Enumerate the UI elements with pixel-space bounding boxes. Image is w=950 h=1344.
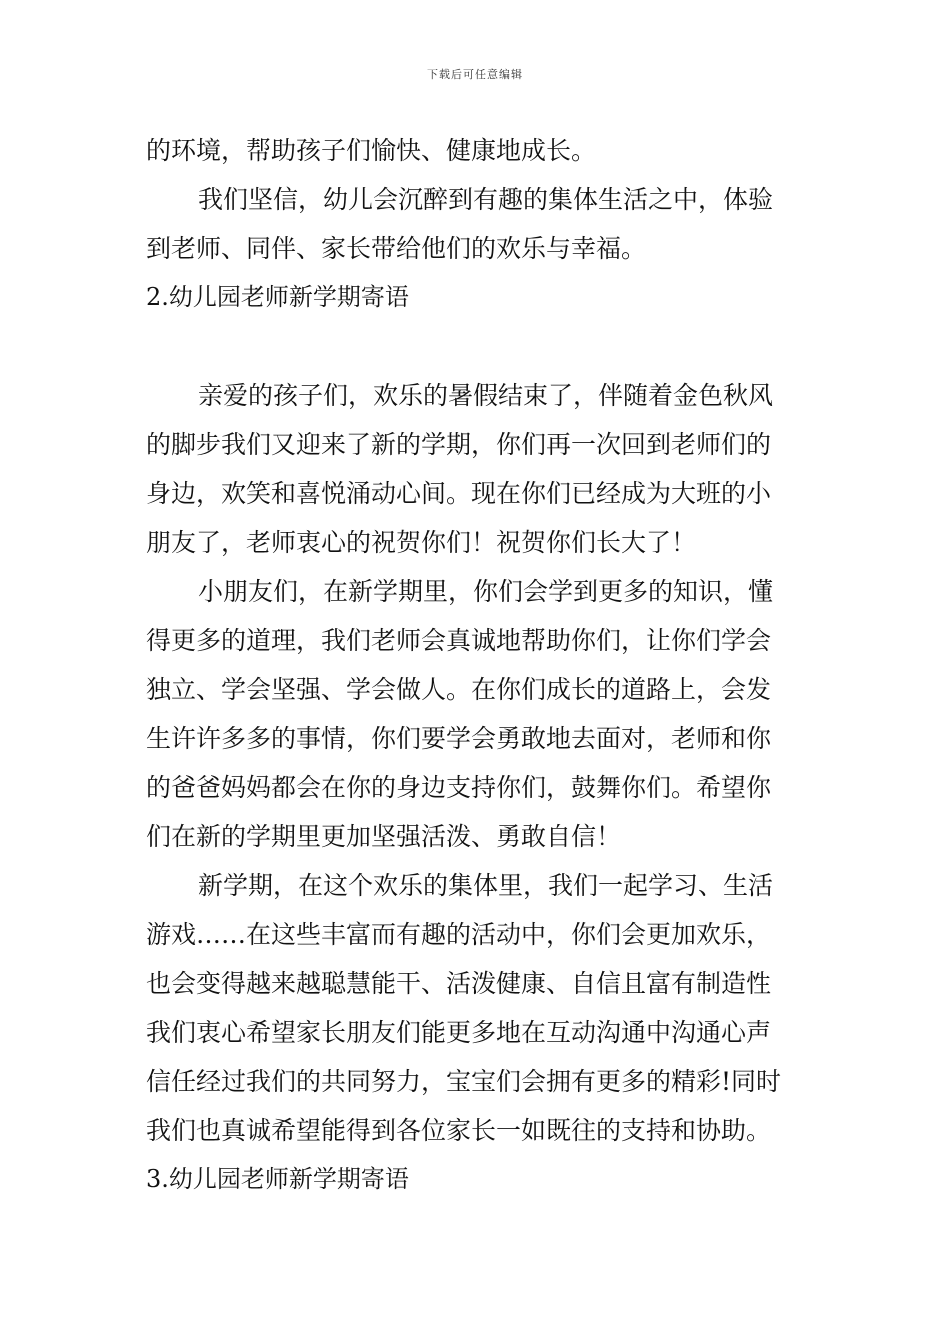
section-heading: 3.幼儿园老师新学期寄语: [146, 1165, 409, 1193]
paragraph-line: 的环境，帮助孩子们愉快、健康地成长。: [146, 136, 597, 165]
paragraph-line: 得更多的道理，我们老师会真诚地帮助你们，让你们学会: [146, 626, 772, 655]
paragraph-line: 朋友了，老师衷心的祝贺你们！祝贺你们长大了！: [146, 528, 697, 557]
paragraph-line: 我们坚信，幼儿会沉醉到有趣的集体生活之中，体验: [198, 185, 774, 214]
paragraph-line: 游戏……在这些丰富而有趣的活动中，你们会更加欢乐，: [146, 920, 772, 949]
paragraph-line: 到老师、同伴、家长带给他们的欢乐与幸福。: [146, 234, 647, 263]
paragraph-line: 独立、学会坚强、学会做人。在你们成长的道路上，会发: [146, 675, 772, 704]
paragraph-line: 的爸爸妈妈都会在你的身边支持你们，鼓舞你们。希望你: [146, 773, 772, 802]
paragraph-line: 们在新的学期里更加坚强活泼、勇敢自信！: [146, 822, 622, 851]
paragraph-line: 我们也真诚希望能得到各位家长一如既往的支持和协助。: [146, 1116, 772, 1145]
paragraph-line: 也会变得越来越聪慧能干、活泼健康、自信且富有制造性: [146, 969, 772, 998]
paragraph-line: 身边，欢笑和喜悦涌动心间。现在你们已经成为大班的小: [146, 479, 772, 508]
section-heading: 2.幼儿园老师新学期寄语: [146, 283, 409, 311]
paragraph-line: 新学期，在这个欢乐的集体里，我们一起学习、生活: [198, 871, 774, 900]
paragraph-line: 生许许多多的事情，你们要学会勇敢地去面对，老师和你: [146, 724, 772, 753]
paragraph-line: 信任经过我们的共同努力，宝宝们会拥有更多的精彩!同时: [146, 1067, 782, 1096]
paragraph-line: 我们衷心希望家长朋友们能更多地在互动沟通中沟通心声: [146, 1018, 772, 1047]
document-body: [146, 126, 810, 1204]
blank-line: [146, 322, 810, 371]
paragraph-line: 亲爱的孩子们，欢乐的暑假结束了，伴随着金色秋风: [198, 381, 774, 410]
paragraph-line: 小朋友们，在新学期里，你们会学到更多的知识，懂: [198, 577, 774, 606]
paragraph-line: 的脚步我们又迎来了新的学期，你们再一次回到老师们的: [146, 430, 772, 459]
header-note: 下载后可任意编辑: [427, 68, 523, 81]
